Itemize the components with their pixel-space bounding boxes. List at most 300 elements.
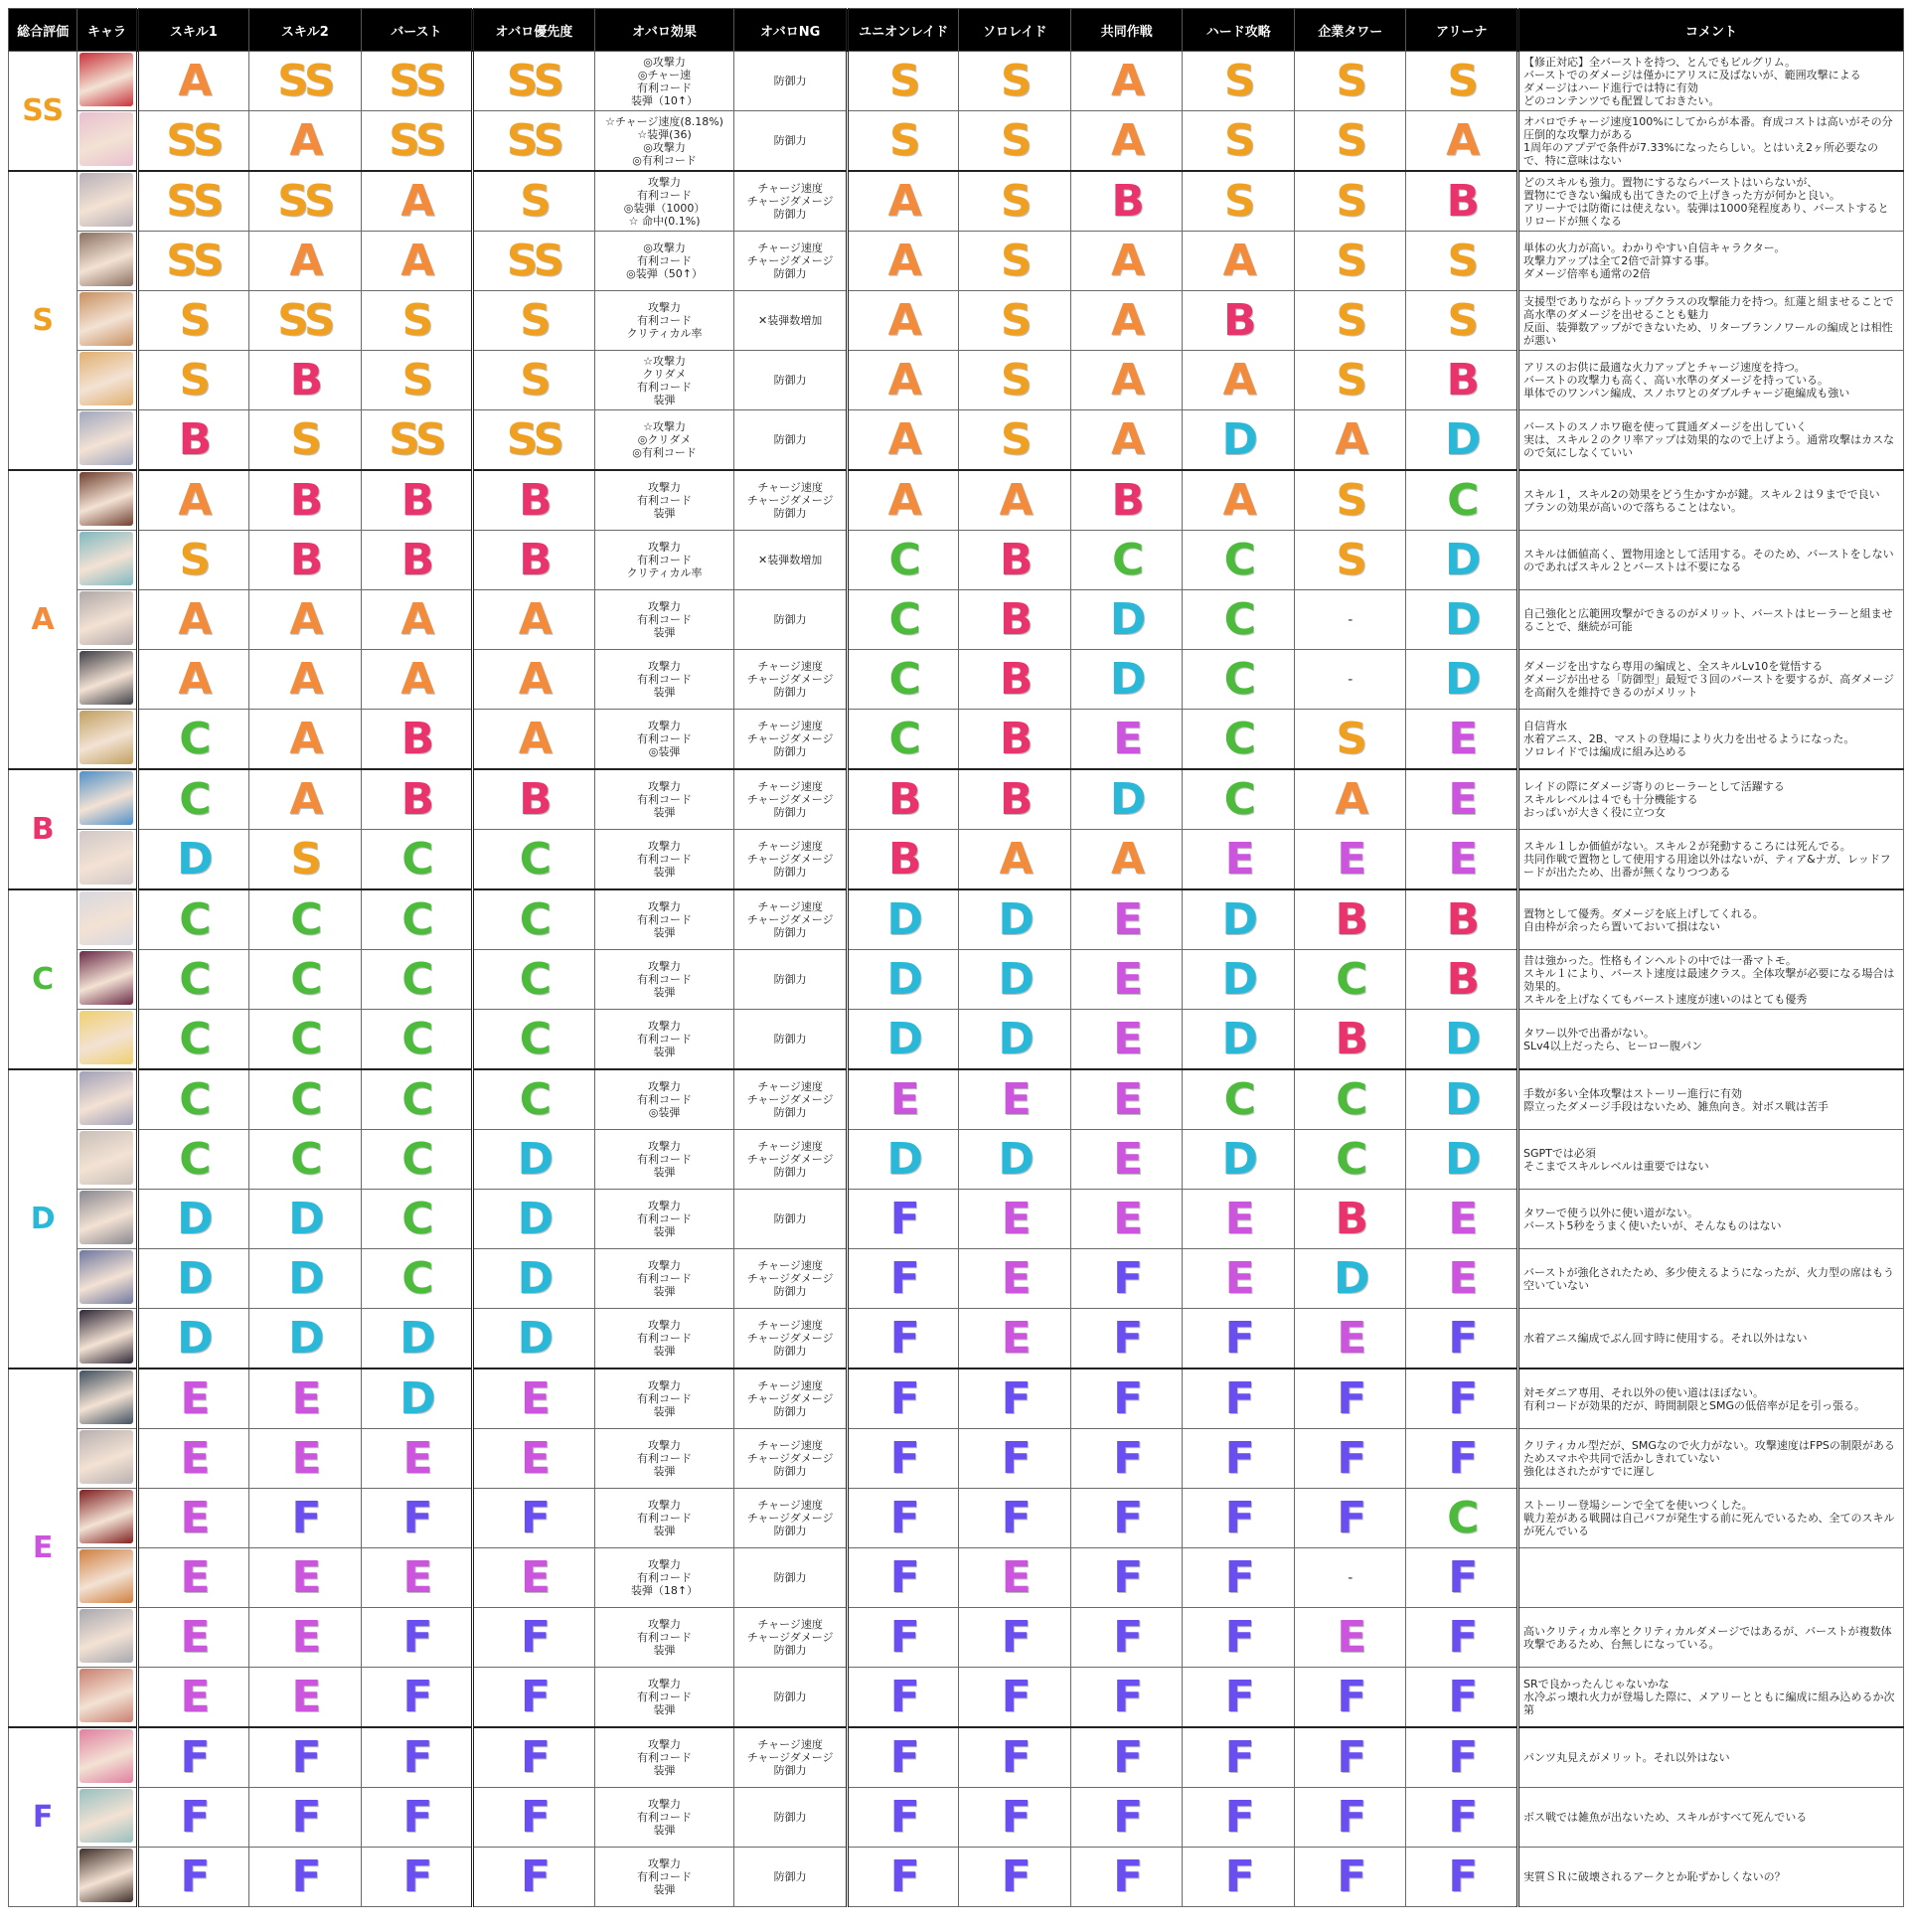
solo-raid-grade: S bbox=[1000, 294, 1030, 346]
hard-mode-grade: F bbox=[1224, 1551, 1252, 1603]
union-raid-cell bbox=[847, 1848, 959, 1907]
overload-priority-cell bbox=[473, 1249, 595, 1309]
joint-operation-grade: F bbox=[1113, 1791, 1141, 1843]
union-raid-grade: F bbox=[889, 1432, 917, 1484]
overload-ng-cell bbox=[734, 1010, 848, 1070]
solo-raid-grade: B bbox=[999, 534, 1031, 585]
union-raid-cell bbox=[847, 351, 959, 410]
overall-tier-cell bbox=[9, 171, 78, 470]
table-row bbox=[9, 470, 1904, 531]
arena-grade: E bbox=[1448, 773, 1476, 825]
overload-priority-grade: E bbox=[520, 1372, 548, 1424]
overload-effect-cell bbox=[594, 52, 734, 111]
overload-priority-cell bbox=[473, 650, 595, 710]
joint-operation-cell bbox=[1070, 1668, 1183, 1728]
character-avatar bbox=[80, 591, 133, 645]
overload-effect-text: 攻撃力 有利コード 装弾 bbox=[637, 1140, 693, 1179]
character-avatar bbox=[80, 1250, 133, 1304]
overload-ng-cell bbox=[734, 889, 848, 950]
header-skill1: スキル1 bbox=[137, 9, 249, 52]
overload-ng-cell bbox=[734, 531, 848, 590]
character-avatar bbox=[80, 411, 133, 465]
joint-operation-grade: A bbox=[1111, 235, 1143, 286]
overload-priority-cell bbox=[473, 889, 595, 950]
hard-mode-grade: F bbox=[1224, 1432, 1252, 1484]
overload-effect-text: 攻撃力 有利コード 装弾 bbox=[637, 1798, 693, 1837]
skill1-grade: C bbox=[179, 893, 209, 945]
header-union-raid: ユニオンレイド bbox=[847, 9, 959, 52]
joint-operation-grade: E bbox=[1113, 1193, 1141, 1244]
arena-cell bbox=[1406, 650, 1518, 710]
tribe-tower-grade: F bbox=[1337, 1731, 1364, 1783]
joint-operation-grade: D bbox=[1109, 653, 1144, 705]
union-raid-grade: F bbox=[889, 1193, 917, 1244]
arena-grade: E bbox=[1448, 1193, 1476, 1244]
tribe-tower-cell bbox=[1294, 1429, 1406, 1489]
comment-cell bbox=[1518, 171, 1904, 232]
overload-priority-grade: SS bbox=[506, 55, 562, 106]
comment-text: 対モダニア専用、それ以外の使い道はほぼない。 有利コードが効果的だが、時間制限とSMGの低倍率が足を引っ張る。 bbox=[1523, 1385, 1865, 1412]
burst-grade: C bbox=[401, 833, 431, 885]
solo-raid-cell bbox=[959, 889, 1071, 950]
hard-mode-grade: C bbox=[1223, 653, 1253, 705]
joint-operation-cell bbox=[1070, 769, 1183, 830]
joint-operation-cell bbox=[1070, 1249, 1183, 1309]
overload-ng-cell bbox=[734, 1190, 848, 1249]
union-raid-cell bbox=[847, 1548, 959, 1608]
hard-mode-grade: F bbox=[1224, 1372, 1252, 1424]
overload-ng-cell bbox=[734, 1727, 848, 1788]
union-raid-cell bbox=[847, 52, 959, 111]
overload-priority-grade: B bbox=[519, 534, 550, 585]
skill1-grade: D bbox=[177, 1193, 211, 1244]
overload-priority-grade: D bbox=[517, 1193, 552, 1244]
character-cell bbox=[78, 1309, 137, 1369]
joint-operation-cell bbox=[1070, 1848, 1183, 1907]
burst-cell bbox=[361, 710, 473, 770]
comment-cell bbox=[1518, 111, 1904, 172]
tribe-tower-grade: - bbox=[1348, 1569, 1354, 1586]
skill2-grade: E bbox=[291, 1671, 319, 1722]
character-cell bbox=[78, 769, 137, 830]
table-row bbox=[9, 1010, 1904, 1070]
solo-raid-cell bbox=[959, 1608, 1071, 1668]
joint-operation-cell bbox=[1070, 1788, 1183, 1848]
comment-cell bbox=[1518, 1848, 1904, 1907]
union-raid-grade: S bbox=[888, 114, 918, 166]
table-row bbox=[9, 710, 1904, 770]
tribe-tower-cell bbox=[1294, 1069, 1406, 1130]
arena-grade: B bbox=[1446, 354, 1478, 405]
solo-raid-grade: D bbox=[998, 1013, 1032, 1064]
character-cell bbox=[78, 111, 137, 172]
burst-grade: E bbox=[402, 1432, 430, 1484]
overload-effect-text: 攻撃力 有利コード 装弾 bbox=[637, 1020, 693, 1058]
skill1-cell bbox=[137, 232, 249, 291]
table-row bbox=[9, 889, 1904, 950]
comment-text: 手数が多い全体攻撃はストーリー進行に有効 際立ったダメージ手段はないため、雑魚向き。対ボス戦は苦手 bbox=[1523, 1086, 1829, 1113]
union-raid-cell bbox=[847, 171, 959, 232]
character-cell bbox=[78, 830, 137, 890]
character-cell bbox=[78, 1668, 137, 1728]
overload-ng-text: チャージ速度 チャージダメージ 防御力 bbox=[746, 1140, 834, 1179]
overload-priority-cell bbox=[473, 590, 595, 650]
solo-raid-grade: E bbox=[1001, 1073, 1029, 1125]
hard-mode-cell bbox=[1183, 531, 1295, 590]
solo-raid-grade: F bbox=[1001, 1611, 1029, 1663]
overload-effect-text: 攻撃力 有利コード 装弾 bbox=[637, 900, 693, 939]
comment-text: パンツ丸見えがメリット。それ以外はない bbox=[1523, 1751, 1730, 1764]
character-cell bbox=[78, 1069, 137, 1130]
hard-mode-grade: S bbox=[1223, 55, 1253, 106]
joint-operation-cell bbox=[1070, 1727, 1183, 1788]
union-raid-cell bbox=[847, 1668, 959, 1728]
comment-cell bbox=[1518, 351, 1904, 410]
hard-mode-grade: E bbox=[1224, 833, 1252, 885]
tribe-tower-grade: S bbox=[1336, 175, 1365, 227]
arena-cell bbox=[1406, 1848, 1518, 1907]
overload-priority-grade: S bbox=[520, 294, 549, 346]
tribe-tower-cell bbox=[1294, 1190, 1406, 1249]
tribe-tower-grade: S bbox=[1336, 713, 1365, 764]
overload-priority-grade: E bbox=[520, 1551, 548, 1603]
burst-cell bbox=[361, 291, 473, 351]
joint-operation-grade: F bbox=[1113, 1492, 1141, 1543]
skill1-grade: S bbox=[179, 354, 209, 405]
overload-priority-grade: D bbox=[517, 1133, 552, 1185]
solo-raid-cell bbox=[959, 950, 1071, 1010]
overload-ng-cell bbox=[734, 232, 848, 291]
hard-mode-cell bbox=[1183, 1548, 1295, 1608]
character-cell bbox=[78, 1489, 137, 1548]
tribe-tower-grade: B bbox=[1335, 893, 1365, 945]
joint-operation-cell bbox=[1070, 1010, 1183, 1070]
character-cell bbox=[78, 470, 137, 531]
joint-operation-grade: C bbox=[1112, 534, 1142, 585]
skill2-cell bbox=[249, 470, 362, 531]
overload-priority-grade: F bbox=[520, 1791, 548, 1843]
table-row bbox=[9, 1848, 1904, 1907]
comment-text: アリスのお供に最適な火力アップとチャージ速度を持つ。 バーストの攻撃力も高く、高い水準のダメージを持っている。 単体でのワンパン編成、スノホワとのダブルチャージ砲編成も強い bbox=[1523, 361, 1850, 400]
overload-effect-cell bbox=[594, 650, 734, 710]
solo-raid-cell bbox=[959, 52, 1071, 111]
burst-grade: A bbox=[400, 653, 432, 705]
skill2-grade: D bbox=[288, 1193, 322, 1244]
solo-raid-cell bbox=[959, 769, 1071, 830]
solo-raid-grade: E bbox=[1001, 1252, 1029, 1304]
overload-effect-cell bbox=[594, 291, 734, 351]
character-avatar bbox=[80, 532, 133, 585]
overload-ng-cell bbox=[734, 650, 848, 710]
arena-grade: S bbox=[1447, 55, 1477, 106]
character-avatar bbox=[80, 292, 133, 346]
overload-effect-cell bbox=[594, 1489, 734, 1548]
arena-grade: F bbox=[1448, 1432, 1476, 1484]
tribe-tower-cell bbox=[1294, 769, 1406, 830]
solo-raid-grade: S bbox=[1000, 55, 1030, 106]
tier-table-body bbox=[9, 52, 1904, 1907]
burst-grade: F bbox=[402, 1851, 430, 1902]
tribe-tower-cell bbox=[1294, 590, 1406, 650]
overload-priority-grade: C bbox=[519, 953, 550, 1005]
joint-operation-grade: A bbox=[1111, 114, 1143, 166]
overload-priority-cell bbox=[473, 232, 595, 291]
arena-grade: F bbox=[1448, 1551, 1476, 1603]
overload-ng-text: ✕装弾数増加 bbox=[758, 554, 823, 566]
arena-grade: B bbox=[1446, 953, 1478, 1005]
joint-operation-grade: E bbox=[1113, 953, 1141, 1005]
solo-raid-cell bbox=[959, 1429, 1071, 1489]
burst-cell bbox=[361, 1608, 473, 1668]
overload-ng-cell bbox=[734, 590, 848, 650]
joint-operation-grade: E bbox=[1113, 1133, 1141, 1185]
arena-grade: F bbox=[1448, 1731, 1476, 1783]
overload-effect-text: 攻撃力 有利コード 装弾 bbox=[637, 960, 693, 999]
table-row bbox=[9, 1130, 1904, 1190]
union-raid-grade: A bbox=[887, 474, 919, 526]
comment-text: クリティカル型だが、SMGなので火力がない。攻撃速度はFPSの制限があるためスマホや共同で活かしきれていない 強化はされたがすでに遅し bbox=[1523, 1439, 1895, 1478]
tribe-tower-grade: S bbox=[1336, 474, 1365, 526]
comment-text: 水着アニス編成でぶん回す時に使用する。それ以外はない bbox=[1523, 1332, 1808, 1345]
hard-mode-grade: C bbox=[1223, 1073, 1253, 1125]
union-raid-cell bbox=[847, 769, 959, 830]
comment-text: バーストが強化されたため、多少使えるようになったが、火力型の席はもう空いていない bbox=[1523, 1265, 1895, 1292]
joint-operation-grade: F bbox=[1113, 1551, 1141, 1603]
joint-operation-cell bbox=[1070, 710, 1183, 770]
union-raid-cell bbox=[847, 232, 959, 291]
skill2-grade: A bbox=[289, 235, 321, 286]
arena-grade: E bbox=[1448, 713, 1476, 764]
solo-raid-cell bbox=[959, 171, 1071, 232]
header-character: キャラ bbox=[78, 9, 137, 52]
skill1-grade: S bbox=[179, 294, 209, 346]
overload-priority-grade: F bbox=[520, 1492, 548, 1543]
burst-cell bbox=[361, 830, 473, 890]
tier-table bbox=[8, 8, 1904, 1907]
joint-operation-grade: F bbox=[1113, 1731, 1141, 1783]
arena-cell bbox=[1406, 1249, 1518, 1309]
skill1-cell bbox=[137, 1130, 249, 1190]
tribe-tower-cell bbox=[1294, 1309, 1406, 1369]
overload-priority-cell bbox=[473, 1429, 595, 1489]
hard-mode-grade: D bbox=[1221, 1133, 1255, 1185]
overload-effect-cell bbox=[594, 1130, 734, 1190]
tribe-tower-cell bbox=[1294, 1368, 1406, 1429]
comment-text: 昔は強かった。性格もインヘルトの中では一番マトモ。 スキル１により、バースト速度は最速クラス。全体攻撃が必要になる場合は効果的。 スキルを上げなくてもバースト速度が速いのはとても優秀 bbox=[1523, 953, 1895, 1006]
arena-cell bbox=[1406, 1608, 1518, 1668]
overload-effect-cell bbox=[594, 1249, 734, 1309]
union-raid-cell bbox=[847, 291, 959, 351]
overload-effect-cell bbox=[594, 1788, 734, 1848]
character-cell bbox=[78, 710, 137, 770]
skill1-grade: C bbox=[179, 953, 209, 1005]
overload-effect-text: 攻撃力 有利コード ◎装弾 bbox=[637, 1080, 693, 1119]
character-avatar bbox=[80, 233, 133, 286]
joint-operation-grade: F bbox=[1113, 1851, 1141, 1902]
burst-cell bbox=[361, 1368, 473, 1429]
skill1-grade: A bbox=[178, 474, 210, 526]
skill1-grade: C bbox=[179, 1073, 209, 1125]
comment-text: 支援型でありながらトップクラスの攻撃能力を持つ。紅蓮と組ませることで高水準のダメージを出せることも魅力 反面、装弾数アップができないため、リターブランノワールの編成とは相性が悪い bbox=[1523, 294, 1894, 347]
overload-ng-cell bbox=[734, 1368, 848, 1429]
overload-priority-grade: A bbox=[518, 653, 550, 705]
skill2-cell bbox=[249, 1668, 362, 1728]
union-raid-grade: F bbox=[889, 1611, 917, 1663]
union-raid-cell bbox=[847, 710, 959, 770]
joint-operation-grade: F bbox=[1113, 1312, 1141, 1364]
tribe-tower-grade: B bbox=[1335, 1193, 1365, 1244]
overload-priority-cell bbox=[473, 1489, 595, 1548]
overload-effect-text: 攻撃力 有利コード 装弾 bbox=[637, 1738, 693, 1777]
overload-ng-text: 防御力 bbox=[773, 433, 807, 446]
hard-mode-cell bbox=[1183, 232, 1295, 291]
header-overload-ng: オバロNG bbox=[734, 9, 848, 52]
overall-tier-label: A bbox=[31, 602, 55, 637]
skill1-grade: F bbox=[180, 1791, 208, 1843]
burst-cell bbox=[361, 351, 473, 410]
skill2-cell bbox=[249, 1848, 362, 1907]
header-tribe-tower: 企業タワー bbox=[1294, 9, 1406, 52]
character-cell bbox=[78, 1010, 137, 1070]
union-raid-grade: E bbox=[889, 1073, 917, 1125]
tribe-tower-cell bbox=[1294, 1249, 1406, 1309]
joint-operation-cell bbox=[1070, 52, 1183, 111]
tribe-tower-grade: S bbox=[1336, 55, 1365, 106]
burst-cell bbox=[361, 590, 473, 650]
joint-operation-cell bbox=[1070, 889, 1183, 950]
solo-raid-cell bbox=[959, 1190, 1071, 1249]
tribe-tower-grade: C bbox=[1336, 953, 1365, 1005]
union-raid-cell bbox=[847, 1010, 959, 1070]
union-raid-cell bbox=[847, 1727, 959, 1788]
overload-ng-text: 防御力 bbox=[773, 374, 807, 387]
overload-priority-cell bbox=[473, 1608, 595, 1668]
comment-text: どのスキルも強力。置物にするならバーストはいらないが、 置物にできない編成も出てきたので上げきった方が何かと良い。 アリーナでは防衛には使えない。装弾は1000発程度あり、バーストするとリロードが無くなる bbox=[1523, 175, 1889, 228]
hard-mode-cell bbox=[1183, 1489, 1295, 1548]
skill2-grade: S bbox=[290, 833, 320, 885]
hard-mode-cell bbox=[1183, 1130, 1295, 1190]
skill2-grade: B bbox=[289, 354, 321, 405]
tribe-tower-grade: - bbox=[1348, 611, 1354, 628]
tribe-tower-grade: F bbox=[1337, 1671, 1364, 1722]
overload-ng-cell bbox=[734, 351, 848, 410]
solo-raid-grade: D bbox=[998, 953, 1032, 1005]
skill1-cell bbox=[137, 1249, 249, 1309]
character-cell bbox=[78, 291, 137, 351]
table-row bbox=[9, 531, 1904, 590]
overload-ng-text: ✕装弾数増加 bbox=[758, 314, 823, 327]
table-row bbox=[9, 1190, 1904, 1249]
hard-mode-cell bbox=[1183, 111, 1295, 172]
skill1-cell bbox=[137, 410, 249, 471]
arena-cell bbox=[1406, 769, 1518, 830]
overload-priority-grade: D bbox=[517, 1252, 552, 1304]
overall-tier-cell bbox=[9, 889, 78, 1069]
header-hard-mode: ハード攻略 bbox=[1183, 9, 1295, 52]
arena-cell bbox=[1406, 1489, 1518, 1548]
skill1-cell bbox=[137, 111, 249, 172]
burst-grade: C bbox=[401, 893, 431, 945]
burst-cell bbox=[361, 111, 473, 172]
skill2-grade: A bbox=[289, 773, 321, 825]
skill2-grade: SS bbox=[277, 55, 333, 106]
tribe-tower-grade: E bbox=[1337, 1611, 1364, 1663]
skill2-cell bbox=[249, 1489, 362, 1548]
tribe-tower-grade: F bbox=[1337, 1432, 1364, 1484]
skill2-cell bbox=[249, 950, 362, 1010]
overload-priority-grade: C bbox=[519, 833, 550, 885]
character-avatar bbox=[80, 1430, 133, 1484]
skill2-grade: F bbox=[291, 1492, 319, 1543]
arena-cell bbox=[1406, 830, 1518, 890]
tribe-tower-grade: F bbox=[1337, 1851, 1364, 1902]
overload-ng-text: チャージ速度 チャージダメージ 防御力 bbox=[746, 1319, 834, 1358]
comment-cell bbox=[1518, 1069, 1904, 1130]
table-row bbox=[9, 950, 1904, 1010]
tribe-tower-cell bbox=[1294, 111, 1406, 172]
hard-mode-grade: D bbox=[1221, 953, 1255, 1005]
arena-grade: D bbox=[1444, 1013, 1479, 1064]
skill2-grade: E bbox=[291, 1432, 319, 1484]
character-avatar bbox=[80, 53, 133, 106]
overload-ng-cell bbox=[734, 1788, 848, 1848]
comment-cell bbox=[1518, 1190, 1904, 1249]
skill2-cell bbox=[249, 1069, 362, 1130]
solo-raid-cell bbox=[959, 410, 1071, 471]
union-raid-cell bbox=[847, 1249, 959, 1309]
overall-tier-cell bbox=[9, 769, 78, 889]
burst-grade: SS bbox=[389, 413, 444, 465]
burst-grade: B bbox=[400, 773, 432, 825]
joint-operation-grade: E bbox=[1113, 1073, 1141, 1125]
union-raid-grade: A bbox=[887, 235, 919, 286]
overload-effect-text: 攻撃力 有利コード 装弾 bbox=[637, 1439, 693, 1478]
overload-ng-text: チャージ速度 チャージダメージ 防御力 bbox=[746, 182, 834, 221]
overload-effect-text: ☆チャージ速度(8.18%) ☆装弾(36) ◎攻撃力 ◎有利コード bbox=[605, 114, 723, 167]
table-row bbox=[9, 1727, 1904, 1788]
overall-tier-label: F bbox=[32, 1800, 54, 1835]
solo-raid-grade: B bbox=[999, 593, 1031, 645]
overload-priority-grade: F bbox=[520, 1671, 548, 1722]
joint-operation-grade: B bbox=[1111, 474, 1142, 526]
arena-cell bbox=[1406, 111, 1518, 172]
table-row bbox=[9, 1309, 1904, 1369]
tribe-tower-cell bbox=[1294, 232, 1406, 291]
skill2-grade: F bbox=[291, 1731, 319, 1783]
skill1-grade: A bbox=[178, 653, 210, 705]
joint-operation-grade: F bbox=[1113, 1611, 1141, 1663]
solo-raid-cell bbox=[959, 1309, 1071, 1369]
arena-grade: B bbox=[1446, 175, 1478, 227]
header-arena: アリーナ bbox=[1406, 9, 1518, 52]
arena-cell bbox=[1406, 1010, 1518, 1070]
comment-text: 実質ＳＲに破壊されるアークとか恥ずかしくないの？ bbox=[1523, 1870, 1786, 1883]
joint-operation-cell bbox=[1070, 830, 1183, 890]
skill1-cell bbox=[137, 950, 249, 1010]
burst-grade: A bbox=[400, 593, 432, 645]
table-row bbox=[9, 1489, 1904, 1548]
hard-mode-cell bbox=[1183, 1429, 1295, 1489]
skill2-grade: E bbox=[291, 1611, 319, 1663]
overall-tier-cell bbox=[9, 470, 78, 769]
overload-ng-text: チャージ速度 チャージダメージ 防御力 bbox=[746, 242, 834, 280]
overload-ng-cell bbox=[734, 1668, 848, 1728]
overall-tier-label: S bbox=[32, 303, 54, 338]
burst-cell bbox=[361, 650, 473, 710]
solo-raid-cell bbox=[959, 470, 1071, 531]
arena-cell bbox=[1406, 590, 1518, 650]
comment-cell bbox=[1518, 1249, 1904, 1309]
